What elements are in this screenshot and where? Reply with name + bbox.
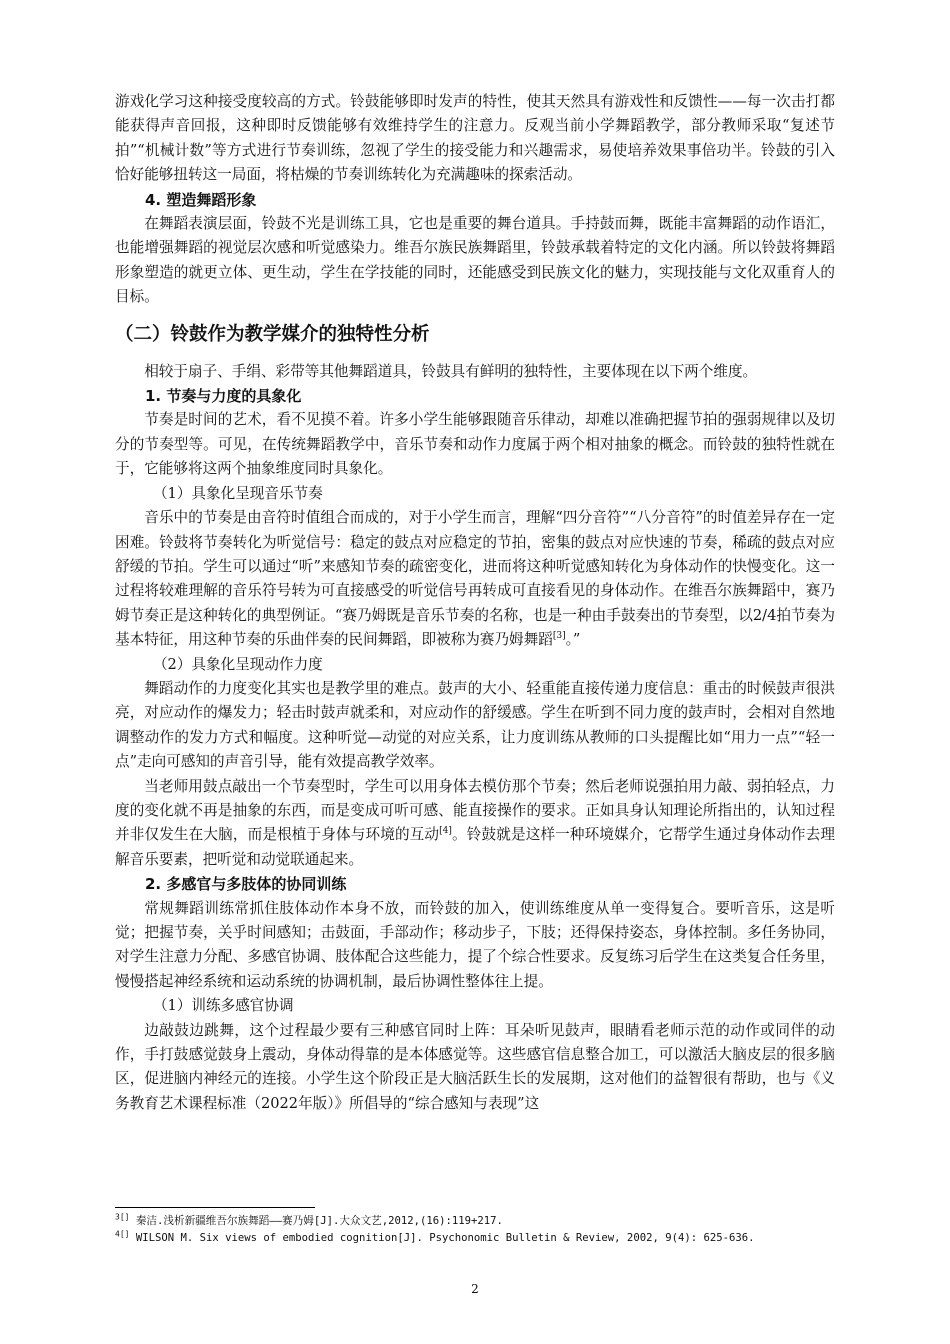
- paragraph: 舞蹈动作的力度变化其实也是教学里的难点。鼓声的大小、轻重能直接传递力度信息：重击的时候鼓声很洪亮，对应动作的爆发力；轻击时鼓声就柔和，对应动作的舒缓感。学生在听到不同力度的鼓声时，会相对自然地调整动作的发力方式和幅度。这种听觉—动觉的对应关系，让力度训练从教师的口头提醒比如“用力一点”“轻一点”走向可感知的声音引导，能有效提高教学效率。: [115, 679, 835, 771]
- chapter-heading: （二）铃鼓作为教学媒介的独特性分析: [115, 323, 430, 345]
- page-number: 2: [471, 1282, 479, 1296]
- paragraph-text: 。”: [565, 631, 581, 649]
- footnote-divider: [115, 1207, 315, 1208]
- footnote-text: 秦洁.浅析新疆维吾尔族舞蹈——赛乃姆[J].大众文艺,2012,(16):119+217.: [129, 1215, 503, 1227]
- footnote-mark: 4[]: [115, 1229, 130, 1239]
- footnotes: [115, 1213, 875, 1247]
- paragraph: [115, 775, 835, 873]
- subsection-heading: （2）具象化呈现动作力度: [152, 655, 323, 673]
- paragraph: [115, 506, 835, 652]
- subsection-heading: （1）训练多感官协调: [152, 997, 294, 1015]
- footnote-text: WILSON M. Six views of embodied cognition[J]. Psychonomic Bulletin & Review, 2002, 9(4): 625-636.: [129, 1232, 755, 1244]
- footnote: [115, 1230, 875, 1247]
- paragraph: 在舞蹈表演层面，铃鼓不光是训练工具，它也是重要的舞台道具。手持鼓而舞，既能丰富舞蹈的动作语汇，也能增强舞蹈的视觉层次感和听觉感染力。维吾尔族民族舞蹈里，铃鼓承载着特定的文化内涵。所以铃鼓将舞蹈形象塑造的就更立体、更生动，学生在学技能的同时，还能感受到民族文化的魅力，实现技能与文化双重育人的目标。: [115, 215, 835, 306]
- footnote-mark: 3[]: [115, 1212, 130, 1222]
- subsection-heading: （1）具象化呈现音乐节奏: [152, 484, 323, 502]
- body-text: [115, 90, 835, 1116]
- citation-ref: [3]: [552, 631, 566, 642]
- section-heading: 4. 塑造舞蹈形象: [145, 190, 257, 209]
- paragraph: 常规舞蹈训练常抓住肢体动作本身不放，而铃鼓的加入，使训练维度从单一变得复合。要听音乐，这是听觉；把握节奏，关乎时间感知；击鼓面，手部动作；移动步子，下肢；还得保持姿态，身体控制。多任务协同，对学生注意力分配、多感官协调、肢体配合这些能力，提了个综合性要求。反复练习后学生在这类复合任务里，慢慢搭起神经系统和运动系统的协调机制，最后协调性整体往上提。: [115, 899, 835, 990]
- paragraph: 相较于扇子、手绢、彩带等其他舞蹈道具，铃鼓具有鲜明的独特性，主要体现在以下两个维度。: [144, 362, 758, 380]
- paragraph-text: 。铃鼓就是这样一种环境媒介，它帮学生通过身体动作去理解音乐要素，把听觉和动觉联通起来。: [115, 826, 835, 868]
- section-heading: 2. 多感官与多肢体的协同训练: [145, 875, 347, 894]
- paragraph-text: 当老师用鼓点敲出一个节奏型时，学生可以用身体去模仿那个节奏；然后老师说强拍用力敲、弱拍轻点，力度的变化就不再是抽象的东西，而是变成可听可感、能直接操作的要求。正如具身认知理论所指出的，认知过程并非仅发生在大脑，而是根植于身体与环境的互动: [115, 777, 835, 844]
- section-heading: 1. 节奏与力度的具象化: [145, 387, 302, 406]
- paragraph: 节奏是时间的艺术，看不见摸不着。许多小学生能够跟随音乐律动，却难以准确把握节拍的强弱规律以及切分的节奏型等。可见，在传统舞蹈教学中，音乐节奏和动作力度属于两个相对抽象的概念。而铃鼓的独特性就在于，它能够将这两个抽象维度同时具象化。: [115, 411, 835, 478]
- paragraph-text: 音乐中的节奏是由音符时值组合而成的，对于小学生而言，理解“四分音符”“八分音符”的时值差异存在一定困难。铃鼓将节奏转化为听觉信号：稳定的鼓点对应稳定的节拍，密集的鼓点对应快速的节奏，稀疏的鼓点对应舒缓的节拍。学生可以通过“听”来感知节奏的疏密变化，进而将这种听觉感知转化为身体动作的快慢变化。这一过程将较难理解的音乐符号转为可直接感受的听觉信号再转成可直接看见的身体动作。在维吾尔族舞蹈中，赛乃姆节奏正是这种转化的典型例证。“赛乃姆既是音乐节奏的名称，也是一种由手鼓奏出的节奏型，以2/4拍节奏为基本特征，用这种节奏的乐曲伴奏的民间舞蹈，即被称为赛乃姆舞蹈: [115, 509, 835, 649]
- paragraph: 游戏化学习这种接受度较高的方式。铃鼓能够即时发声的特性，使其天然具有游戏性和反馈性——每一次击打都能获得声音回报，这种即时反馈能够有效维持学生的注意力。反观当前小学舞蹈教学，部分教师采取“复述节拍”“机械计数”等方式进行节奏训练，忽视了学生的接受能力和兴趣需求，易使培养效果事倍功半。铃鼓的引入恰好能够扭转这一局面，将枯燥的节奏训练转化为充满趣味的探索活动。: [115, 93, 835, 184]
- paragraph: 边敲鼓边跳舞，这个过程最少要有三种感官同时上阵：耳朵听见鼓声，眼睛看老师示范的动作或同伴的动作，手打鼓感觉鼓身上震动，身体动得靠的是本体感觉等。这些感官信息整合加工，可以激活大脑皮层的很多脑区，促进脑内神经元的连接。小学生这个阶段正是大脑活跃生长的发展期，这对他们的益智很有帮助，也与《义务教育艺术课程标准（2022年版）》所倡导的“综合感知与表现”这: [115, 1021, 835, 1112]
- citation-ref: [4]: [439, 826, 452, 837]
- footnote: [115, 1213, 875, 1230]
